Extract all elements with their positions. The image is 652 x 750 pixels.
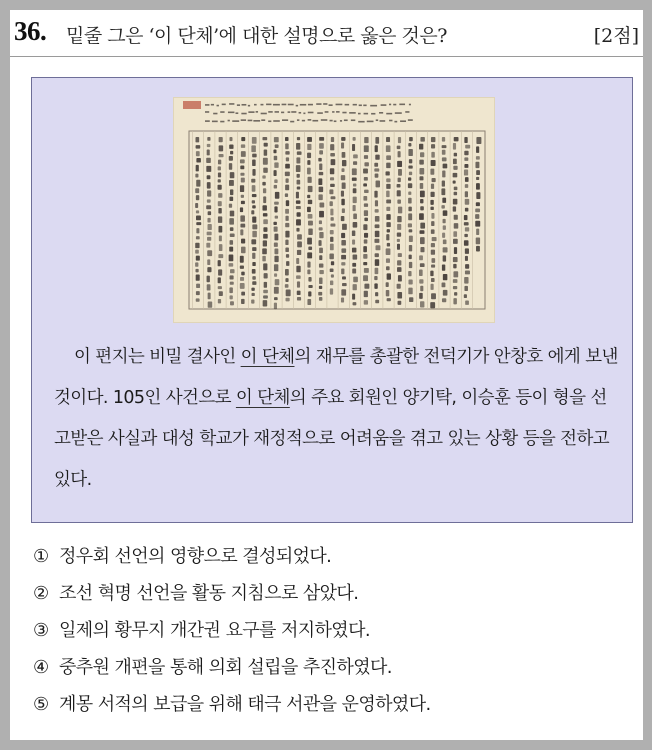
passage-part-2: 의 재무를 총괄한 전덕기가 안창호 에게 보낸 것이다. 105인 사건으로 bbox=[54, 347, 618, 408]
underlined-term-2: 이 단체 bbox=[235, 388, 290, 408]
choice-1[interactable] bbox=[33, 538, 431, 575]
question-prompt: 밑줄 그은 ‘이 단체’에 대한 설명으로 옳은 것은? bbox=[66, 25, 447, 47]
choice-mark: ⑤ bbox=[33, 694, 49, 715]
underlined-term-1: 이 단체 bbox=[240, 347, 295, 367]
passage-part-3: 의 주요 회원인 양기탁, 이승훈 등이 형을 선고받은 사실과 대성 학교가 재정적으로 어려움을 겪고 있는 상황 등을 전하고 있다. bbox=[54, 388, 610, 490]
choice-text: 조선 혁명 선언을 활동 지침으로 삼았다. bbox=[59, 583, 359, 604]
answer-choices bbox=[33, 538, 431, 723]
choice-mark: ③ bbox=[33, 620, 49, 641]
source-passage bbox=[54, 337, 620, 501]
choice-mark: ② bbox=[33, 583, 49, 604]
choice-4[interactable] bbox=[33, 649, 431, 686]
choice-5[interactable] bbox=[33, 686, 431, 723]
letter-manuscript-image bbox=[173, 97, 495, 323]
choice-mark: ① bbox=[33, 546, 49, 567]
choice-text: 계몽 서적의 보급을 위해 태극 서관을 운영하였다. bbox=[59, 694, 431, 715]
choice-text: 중추원 개편을 통해 의회 설립을 추진하였다. bbox=[59, 657, 392, 678]
choice-2[interactable] bbox=[33, 575, 431, 612]
source-box bbox=[31, 77, 633, 523]
choice-3[interactable] bbox=[33, 612, 431, 649]
choice-text: 정우회 선언의 영향으로 결성되었다. bbox=[59, 546, 332, 567]
question-number: 36. bbox=[14, 16, 47, 46]
question-points: [2점] bbox=[593, 25, 639, 47]
question-header bbox=[10, 10, 643, 57]
choice-text: 일제의 황무지 개간권 요구를 저지하였다. bbox=[59, 620, 371, 641]
choice-mark: ④ bbox=[33, 657, 49, 678]
passage-part-1: 이 편지는 비밀 결사인 bbox=[74, 347, 241, 367]
handwritten-letter-illustration bbox=[173, 97, 495, 323]
